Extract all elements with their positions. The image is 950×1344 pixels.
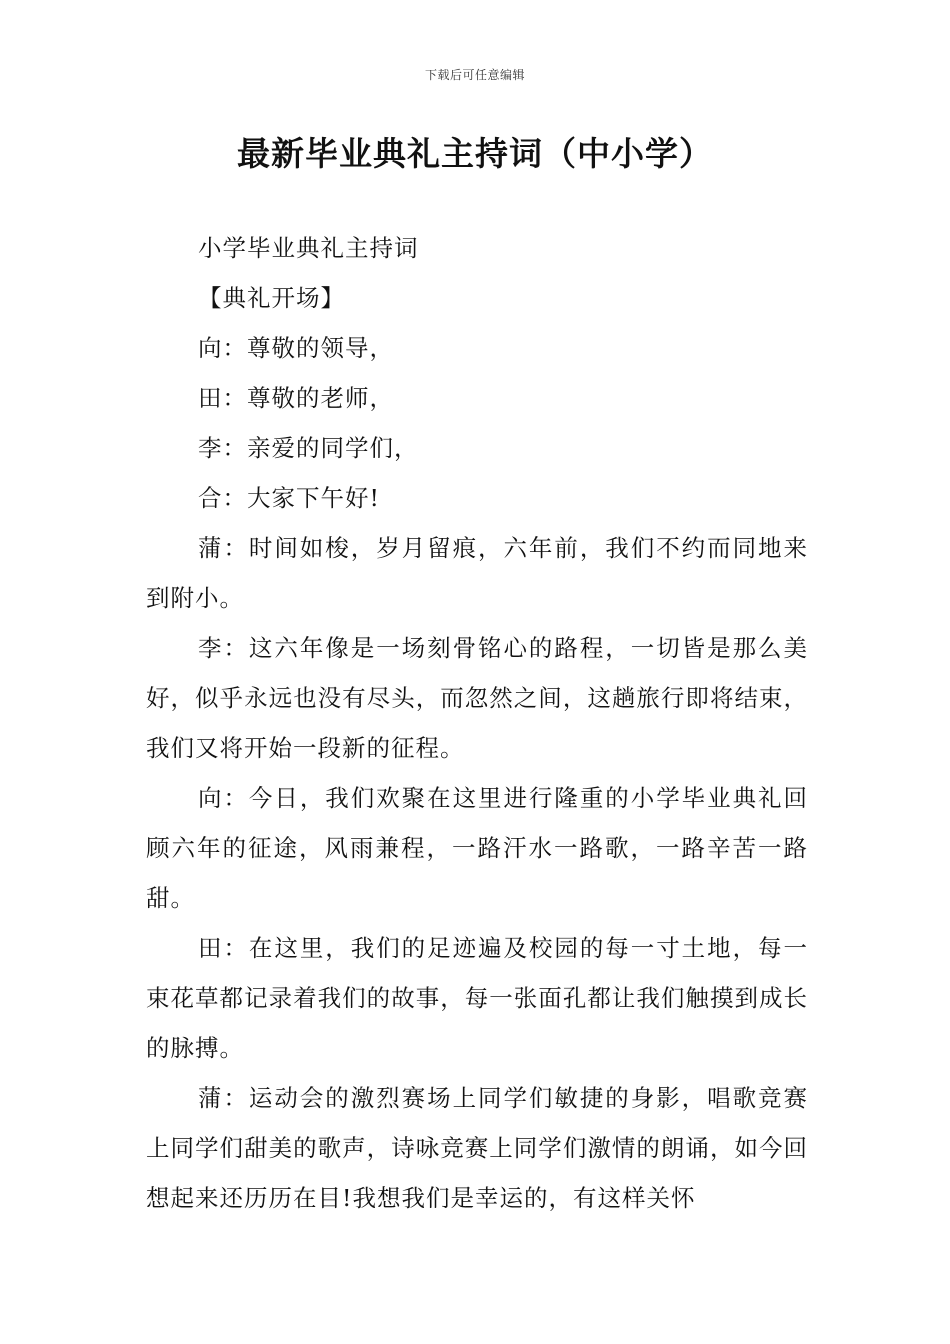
document-body [146,223,808,1223]
paragraph-line: 李：亲爱的同学们， [198,434,419,462]
paragraph-subtitle: 小学毕业典礼主持词 [198,234,419,262]
paragraph-line: 合：大家下午好! [198,484,380,512]
paragraph-line: 蒲：运动会的激烈赛场上同学们敏捷的身影，唱歌竞赛上同学们甜美的歌声，诗咏竞赛上同学们激情的朗诵，如今回想起来还历历在目!我想我们是幸运的，有这样关怀 [146,1084,808,1212]
paragraph-line: 向：尊敬的领导， [198,334,394,362]
paragraph-line: 李：这六年像是一场刻骨铭心的路程，一切皆是那么美好，似乎永远也没有尽头，而忽然之间，这趟旅行即将结束，我们又将开始一段新的征程。 [146,634,808,762]
header-note: 下载后可任意编辑 [424,68,525,82]
paragraph-line: 田：尊敬的老师， [198,384,394,412]
paragraph-section-heading: 【典礼开场】 [198,284,345,312]
paragraph-line: 蒲：时间如梭，岁月留痕，六年前，我们不约而同地来到附小。 [146,534,808,612]
paragraph-line: 田：在这里，我们的足迹遍及校园的每一寸土地，每一束花草都记录着我们的故事，每一张面孔都让我们触摸到成长的脉搏。 [146,934,808,1062]
document-title: 最新毕业典礼主持词（中小学） [237,134,713,173]
paragraph-line: 向：今日，我们欢聚在这里进行隆重的小学毕业典礼回顾六年的征途，风雨兼程，一路汗水一路歌，一路辛苦一路甜。 [146,784,808,912]
